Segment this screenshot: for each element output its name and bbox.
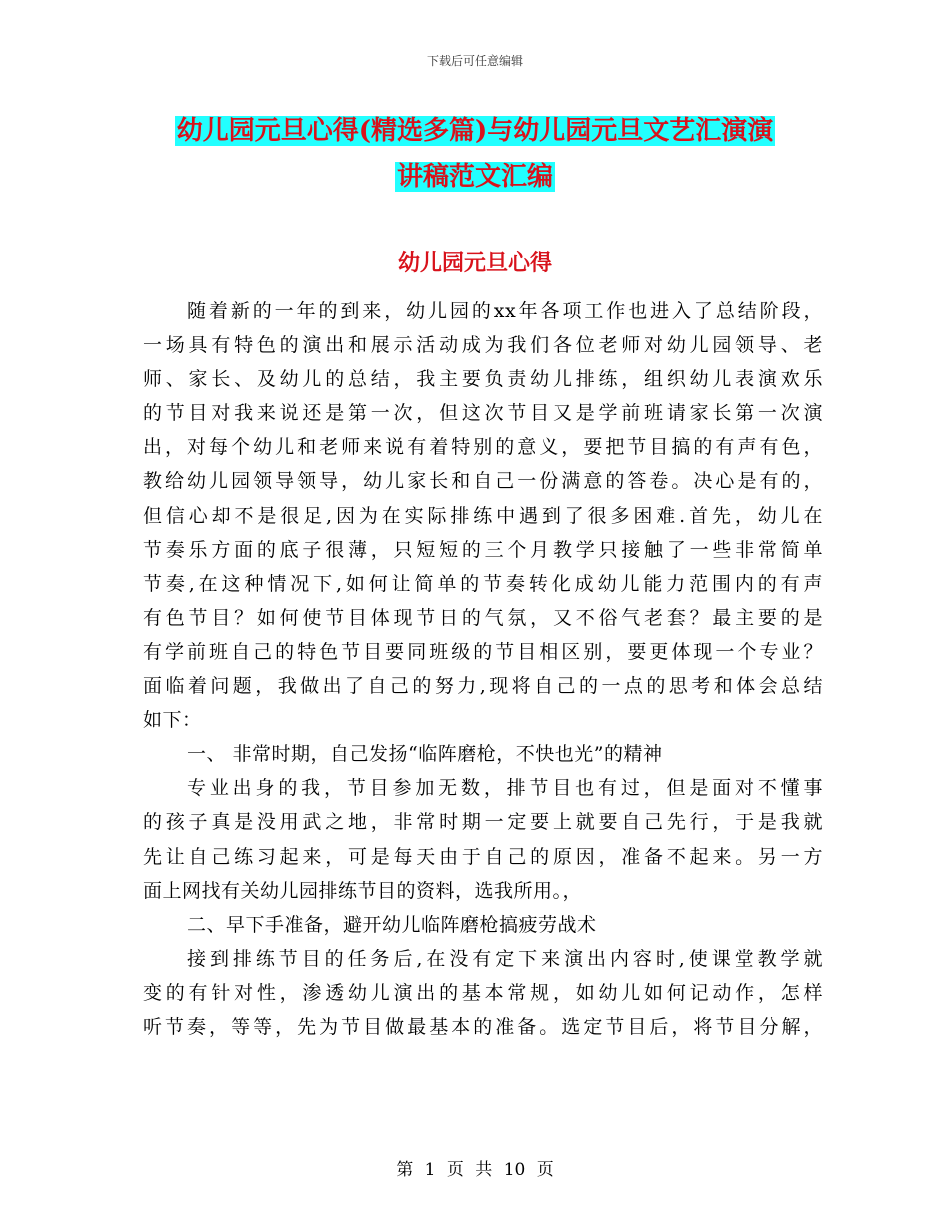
page-footer: 第 1 页 共 10 页 — [396, 1160, 554, 1180]
paragraph-line: 有学前班自己的特色节目要同班级的节目相区别，要更体现一个专业？ — [143, 640, 823, 663]
paragraph-line: 面临着问题，我做出了自己的努力,现将自己的一点的思考和体会总结 — [143, 675, 823, 698]
heading-line: 一、 非常时期，自己发扬“临阵磨枪，不快也光”的精神 — [187, 743, 663, 766]
paragraph-line: 面上网找有关幼儿园排练节目的资料，选我所用。， — [143, 879, 583, 902]
heading-line: 二、早下手准备，避开幼儿临阵磨枪搞疲劳战术 — [187, 913, 597, 936]
paragraph-line: 如下： — [143, 709, 202, 732]
paragraph-line: 师、家长、及幼儿的总结，我主要负责幼儿排练，组织幼儿表演欢乐 — [143, 368, 823, 391]
document-title-line-2: 讲稿范文汇编 — [396, 162, 553, 192]
body-text — [143, 294, 823, 1044]
document-title — [0, 108, 950, 200]
page-header: 下载后可任意编辑 — [426, 54, 523, 68]
paragraph-line: 变的有针对性，渗透幼儿演出的基本常规，如幼儿如何记动作，怎样 — [143, 981, 823, 1004]
paragraph-line: 专业出身的我，节目参加无数，排节目也有过，但是面对不懂事 — [187, 777, 823, 800]
paragraph-line: 先让自己练习起来，可是每天由于自己的原因，准备不起来。另一方 — [143, 845, 823, 868]
paragraph-line: 节奏乐方面的底子很薄，只短短的三个月教学只接触了一些非常简单 — [143, 538, 823, 561]
paragraph-line: 听节奏，等等，先为节目做最基本的准备。选定节目后，将节目分解， — [143, 1015, 823, 1038]
paragraph-line: 随着新的一年的到来，幼儿园的xx年各项工作也进入了总结阶段， — [187, 300, 823, 322]
document-title-line-1: 幼儿园元旦心得(精选多篇)与幼儿园元旦文艺汇演演 — [176, 116, 774, 146]
paragraph-line: 一场具有特色的演出和展示活动成为我们各位老师对幼儿园领导、老 — [143, 334, 823, 357]
paragraph-line: 但信心却不是很足,因为在实际排练中遇到了很多困难.首先，幼儿在 — [143, 504, 823, 527]
paragraph-line: 的孩子真是没用武之地，非常时期一定要上就要自己先行，于是我就 — [143, 811, 823, 834]
paragraph-line: 教给幼儿园领导领导，幼儿家长和自己一份满意的答卷。决心是有的， — [143, 470, 823, 493]
paragraph-line: 有色节目？如何使节目体现节日的气氛，又不俗气老套？最主要的是 — [143, 606, 823, 629]
paragraph-line: 接到排练节目的任务后,在没有定下来演出内容时,使课堂教学就 — [187, 947, 823, 970]
section-title: 幼儿园元旦心得 — [397, 250, 552, 276]
paragraph-line: 出，对每个幼儿和老师来说有着特别的意义，要把节目搞的有声有色， — [143, 436, 823, 459]
paragraph-line: 的节目对我来说还是第一次，但这次节目又是学前班请家长第一次演 — [143, 402, 823, 425]
paragraph-line: 节奏,在这种情况下,如何让简单的节奏转化成幼儿能力范围内的有声 — [143, 572, 823, 595]
